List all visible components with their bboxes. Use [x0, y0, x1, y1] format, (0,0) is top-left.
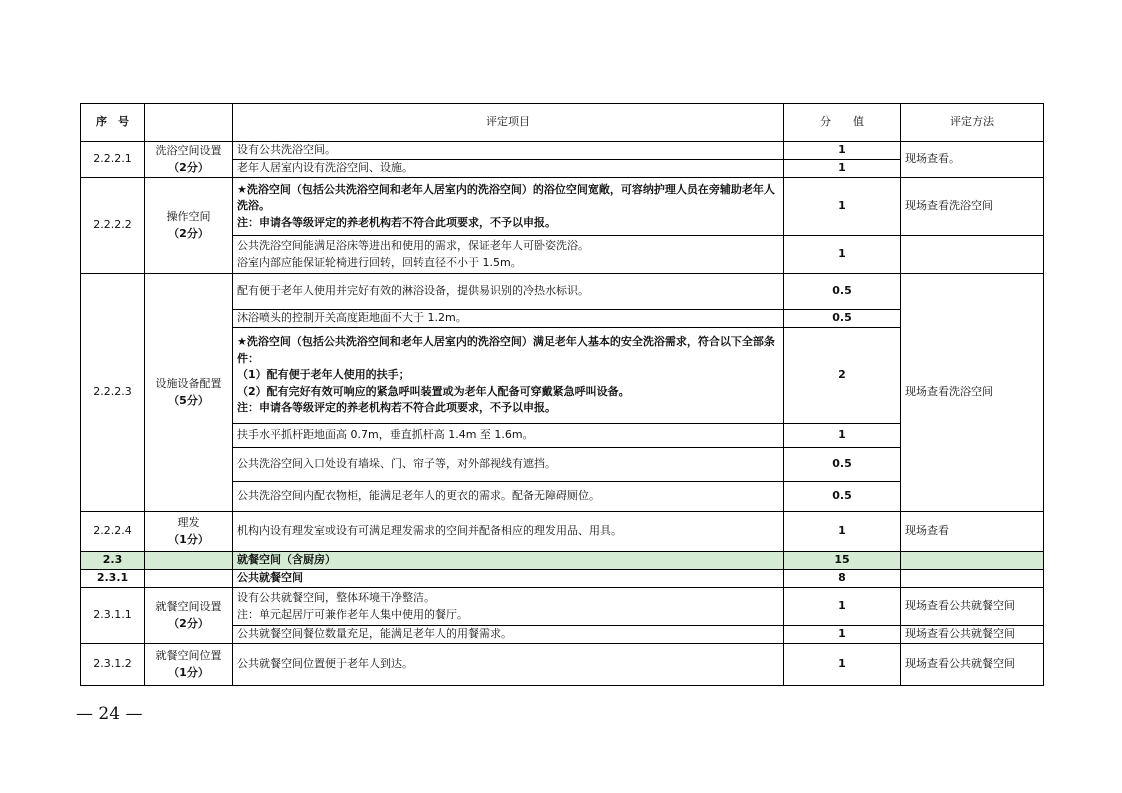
item-text: 配有便于老年人使用并完好有效的淋浴设备，提供易识别的冷热水标识。: [233, 274, 784, 310]
item-line: 公共洗浴空间能满足浴床等进出和使用的需求，保证老年人可卧姿洗浴。: [237, 239, 589, 252]
header-score: 分 值: [784, 104, 901, 142]
row-category: [145, 274, 233, 512]
section-number: 2.3: [81, 552, 145, 570]
row-number: 2.3.1.2: [81, 644, 145, 686]
score-value: 1: [784, 626, 901, 644]
category-points: （1分）: [168, 532, 209, 546]
category-points: （2分）: [168, 160, 209, 174]
row-number: 2.2.2.2: [81, 178, 145, 274]
subsection-empty: [145, 570, 233, 588]
row-category: [145, 142, 233, 178]
category-label: 洗浴空间设置: [155, 144, 222, 157]
score-value: 0.5: [784, 482, 901, 512]
evaluation-table: [80, 103, 1044, 686]
score-value: 1: [784, 512, 901, 552]
table-row: [81, 644, 1044, 686]
category-label: 设施设备配置: [155, 377, 222, 390]
score-value: 0.5: [784, 448, 901, 482]
header-item: 评定项目: [233, 104, 784, 142]
row-number: 2.2.2.1: [81, 142, 145, 178]
item-text: 公共洗浴空间入口处设有墙垛、门、帘子等，对外部视线有遮挡。: [233, 448, 784, 482]
subsection-empty: [901, 570, 1044, 588]
category-label: 操作空间: [166, 210, 211, 223]
category-points: （5分）: [168, 393, 209, 407]
item-note: 注：申请各等级评定的养老机构若不符合此项要求，不予以申报。: [237, 401, 556, 415]
score-value: 1: [784, 236, 901, 274]
category-points: （1分）: [168, 665, 209, 679]
item-text: 扶手水平抓杆距地面高 0.7m，垂直抓杆高 1.4m 至 1.6m。: [233, 424, 784, 448]
item-text: [233, 236, 784, 274]
method-text: 现场查看。: [901, 142, 1044, 178]
item-line: 浴室内部应能保证轮椅进行回转，回转直径不小于 1.5m。: [237, 255, 522, 269]
section-row: [81, 552, 1044, 570]
section-empty: [901, 552, 1044, 570]
method-empty: [901, 236, 1044, 274]
method-text: 现场查看公共就餐空间: [901, 626, 1044, 644]
item-text: 机构内设有理发室或设有可满足理发需求的空间并配备相应的理发用品、用具。: [233, 512, 784, 552]
item-text: 设有公共洗浴空间。: [233, 142, 784, 160]
method-text: 现场查看公共就餐空间: [901, 644, 1044, 686]
subsection-row: [81, 570, 1044, 588]
row-number: 2.2.2.4: [81, 512, 145, 552]
table-row: [81, 274, 1044, 310]
score-value: 1: [784, 160, 901, 178]
score-value: 1: [784, 142, 901, 160]
row-category: [145, 512, 233, 552]
category-label: 就餐空间设置: [155, 600, 222, 613]
row-number: 2.3.1.1: [81, 588, 145, 644]
item-line: 设有公共就餐空间，整体环境干净整洁。: [237, 591, 435, 604]
score-value: 0.5: [784, 274, 901, 310]
score-value: 1: [784, 644, 901, 686]
item-text: 老年人居室内设有洗浴空间、设施。: [233, 160, 784, 178]
score-value: 2: [784, 328, 901, 424]
score-value: 1: [784, 178, 901, 236]
score-value: 0.5: [784, 310, 901, 328]
table-row: [81, 178, 1044, 236]
item-text: 沐浴喷头的控制开关高度距地面不大于 1.2m。: [233, 310, 784, 328]
subsection-number: 2.3.1: [81, 570, 145, 588]
item-text: [233, 178, 784, 236]
header-seq: 序 号: [81, 104, 145, 142]
item-text: 公共就餐空间位置便于老年人到达。: [233, 644, 784, 686]
method-text: 现场查看洗浴空间: [901, 178, 1044, 236]
item-text: 公共就餐空间餐位数量充足，能满足老年人的用餐需求。: [233, 626, 784, 644]
row-category: [145, 644, 233, 686]
page-number: — 24 —: [76, 704, 143, 724]
item-note: 注：申请各等级评定的养老机构若不符合此项要求，不予以申报。: [237, 215, 556, 229]
row-category: [145, 588, 233, 644]
method-text: 现场查看: [901, 512, 1044, 552]
category-points: （2分）: [168, 616, 209, 630]
section-title: 就餐空间（含厨房）: [233, 552, 784, 570]
table-row: [81, 588, 1044, 626]
header-method: 评定方法: [901, 104, 1044, 142]
method-text: 现场查看公共就餐空间: [901, 588, 1044, 626]
item-text: [233, 328, 784, 424]
row-number: 2.2.2.3: [81, 274, 145, 512]
header-empty: [145, 104, 233, 142]
score-value: 1: [784, 424, 901, 448]
table-row: [81, 512, 1044, 552]
section-empty: [145, 552, 233, 570]
category-label: 就餐空间位置: [155, 649, 222, 662]
subsection-title: 公共就餐空间: [233, 570, 784, 588]
category-label: 理发: [177, 516, 200, 529]
item-line: （2）配有完好有效可响应的紧急呼叫装置或为老年人配备可穿戴紧急呼叫设备。: [237, 384, 630, 398]
item-text: 公共洗浴空间内配衣物柜，能满足老年人的更衣的需求。配备无障碍厕位。: [233, 482, 784, 512]
item-note: 注：单元起居厅可兼作老年人集中使用的餐厅。: [237, 607, 468, 621]
row-category: [145, 178, 233, 274]
item-line: （1）配有便于老年人使用的扶手；: [237, 368, 410, 382]
header-row: [81, 104, 1044, 142]
table-row: [81, 142, 1044, 160]
item-text: [233, 588, 784, 626]
item-line: ★洗浴空间（包括公共洗浴空间和老年人居室内的洗浴空间）的浴位空间宽敞，可容纳护理人员在旁辅助老年人洗浴。: [237, 182, 775, 213]
category-points: （2分）: [168, 226, 209, 240]
item-line: ★洗浴空间（包括公共洗浴空间和老年人居室内的洗浴空间）满足老年人基本的安全洗浴需求，符合以下全部条件：: [237, 335, 775, 365]
method-text: 现场查看洗浴空间: [901, 274, 1044, 512]
score-value: 1: [784, 588, 901, 626]
subsection-score: 8: [784, 570, 901, 588]
section-score: 15: [784, 552, 901, 570]
